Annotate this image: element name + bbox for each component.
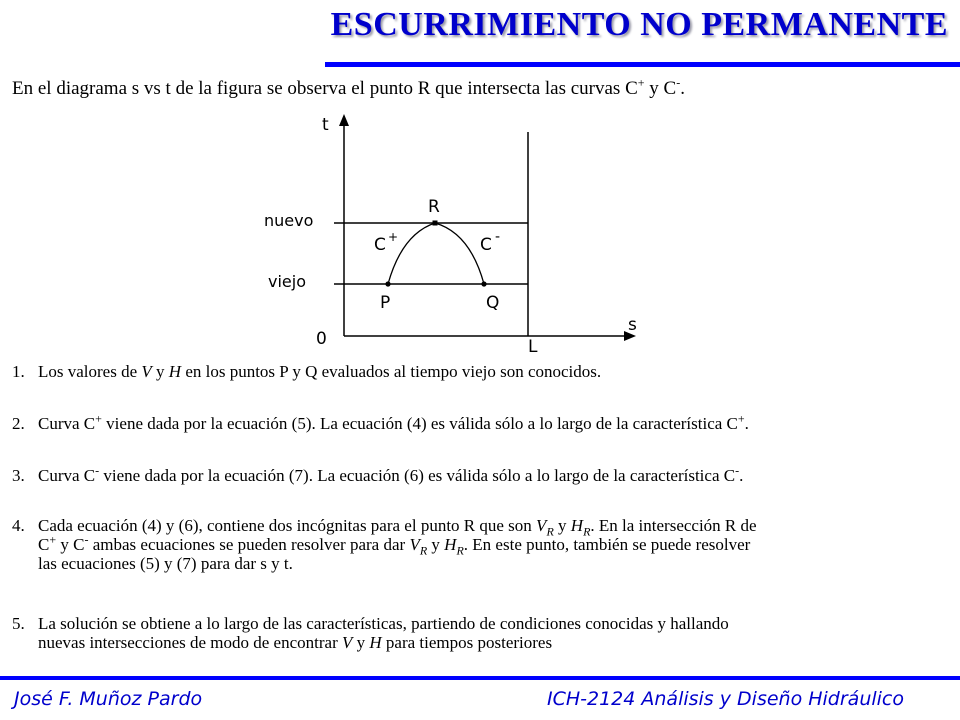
point-R-label: R — [428, 197, 440, 217]
item-text — [38, 362, 943, 381]
item-4-var-v: V — [536, 516, 547, 535]
item-text — [38, 411, 943, 433]
item-4-var-v-sub: R — [546, 524, 554, 539]
item-3-text-a: Curva C — [38, 466, 96, 485]
item-4-line2-var-h: H — [444, 535, 457, 554]
item-1-text-a: Los valores de — [38, 362, 142, 381]
point-Q-marker — [481, 281, 486, 286]
item-text — [38, 463, 943, 485]
item-5-var-v: V — [342, 633, 353, 652]
item-4-line2-sup-plus: + — [49, 532, 57, 547]
item-number: 3. — [12, 466, 25, 485]
item-4-line2-e: . En este punto, también se puede resolver — [463, 535, 751, 554]
point-R-marker — [433, 221, 438, 226]
title-underline — [325, 62, 960, 67]
diagram-svg — [262, 108, 650, 354]
item-4-text-a: Cada ecuación (4) y (6), contiene dos incógnitas para el punto R que son — [38, 516, 537, 535]
nuevo-label: nuevo — [264, 211, 314, 230]
viejo-label: viejo — [268, 272, 306, 291]
item-4-line2-b: y C — [56, 535, 85, 554]
point-P-marker — [385, 281, 390, 286]
item-4-line-2 — [38, 532, 943, 558]
item-5-line2-c: para tiempos posteriores — [381, 633, 553, 652]
intro-paragraph — [12, 75, 952, 100]
item-3-text-b: viene dada por la ecuación (7). La ecuación (6) es válida sólo a lo largo de la característica C — [99, 466, 736, 485]
intro-end: . — [680, 78, 685, 99]
item-4-line2-a: C — [38, 535, 50, 554]
point-Q-label: Q — [486, 293, 500, 313]
item-text — [38, 516, 943, 573]
c-plus-label: C — [374, 235, 386, 255]
diagram-background — [262, 108, 650, 354]
item-1-var-h: H — [168, 362, 182, 381]
t-axis-label: t — [322, 115, 329, 135]
item-4-line2-c: ambas ecuaciones se pueden resolver para dar — [88, 535, 410, 554]
footer-author: José F. Muñoz Pardo — [14, 688, 203, 710]
c-minus-label: C — [480, 235, 492, 255]
footer-rule — [0, 676, 960, 680]
item-5-line-1: La solución se obtiene a lo largo de las características, partiendo de condiciones conocidas y hallando — [38, 614, 729, 633]
item-number: 2. — [12, 414, 25, 433]
item-1-text-c: en los puntos P y Q evaluados al tiempo viejo son conocidos. — [181, 362, 602, 381]
c-plus-sup: + — [388, 230, 399, 244]
item-2-sup-b: + — [737, 411, 745, 426]
item-4-var-h: H — [570, 516, 584, 535]
intro-text: En el diagrama s vs t de la figura se observa el punto R que intersecta las curvas C — [12, 78, 638, 99]
intro-sup-plus: + — [637, 75, 645, 90]
footer-course: ICH-2124 Análisis y Diseño Hidráulico — [546, 688, 904, 710]
item-4-line2-d: y — [427, 535, 445, 554]
item-number: 4. — [12, 516, 25, 535]
c-minus-sup: - — [495, 229, 501, 245]
item-4-line2-sup-minus: - — [84, 532, 89, 547]
intro-mid: y C — [644, 78, 677, 99]
item-5-line2-b: y — [352, 633, 370, 652]
item-4-line-1 — [38, 516, 943, 539]
item-3-sup-a: - — [95, 463, 100, 478]
item-number: 5. — [12, 614, 25, 633]
item-2-text-a: Curva C — [38, 414, 96, 433]
item-5-line2-a: nuevas intersecciones de modo de encontrar — [38, 633, 342, 652]
characteristics-diagram — [262, 108, 650, 354]
item-5-line-2 — [38, 633, 943, 652]
item-number: 1. — [12, 362, 25, 381]
item-1-var-v: V — [141, 362, 152, 381]
item-4-var-h-sub: R — [583, 524, 591, 539]
item-4-line-3: las ecuaciones (5) y (7) para dar s y t. — [38, 554, 293, 573]
item-4-line2-var-v: V — [409, 535, 420, 554]
item-4-text-b: y — [553, 516, 571, 535]
item-3-text-c: . — [739, 466, 744, 485]
item-5-var-h: H — [369, 633, 382, 652]
item-text — [38, 614, 943, 652]
item-4-line2-var-h-sub: R — [456, 543, 464, 558]
item-2-text-c: . — [744, 414, 749, 433]
s-axis-label: s — [628, 315, 637, 335]
item-4-line2-var-v-sub: R — [419, 543, 428, 558]
page-title: ESCURRIMIENTO NO PERMANENTE — [330, 6, 948, 43]
intro-sup-minus: - — [676, 75, 681, 90]
item-2-sup-a: + — [95, 411, 102, 426]
item-3-sup-b: - — [735, 463, 740, 478]
boundary-L-label: L — [528, 337, 538, 354]
item-1-text-b: y — [151, 362, 169, 381]
point-P-label: P — [380, 293, 391, 313]
item-2-text-b: viene dada por la ecuación (5). La ecuación (4) es válida sólo a lo largo de la característica C — [101, 414, 738, 433]
item-4-text-c: . En la intersección R de — [590, 516, 757, 535]
origin-label: 0 — [316, 329, 327, 349]
